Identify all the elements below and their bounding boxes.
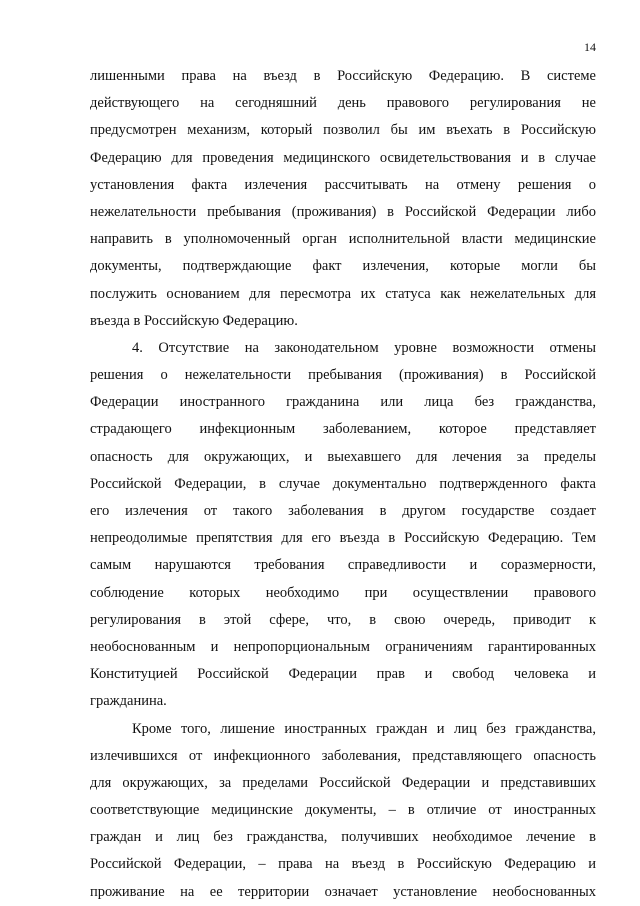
text-line: послужить основанием для пересмотра их статуса как нежелательных для xyxy=(90,285,596,302)
text-line: излечившихся от инфекционного заболевания, представляющего опасность xyxy=(90,747,596,764)
text-line: Конституцией Российской Федерации прав и свобод человека и xyxy=(90,666,596,683)
text-line: опасность для окружающих, и выехавшего для лечения за пределы xyxy=(90,448,596,465)
paragraph-moreover xyxy=(90,716,596,906)
text-line: необоснованным и непропорциональным ограничениям гарантированных xyxy=(90,638,596,655)
text-line: для окружающих, за пределами Российской Федерации и представивших xyxy=(90,774,596,791)
text-line: решения о нежелательности пребывания (проживания) в Российской xyxy=(90,367,596,384)
paragraph-point-4 xyxy=(90,335,596,716)
text-line: Российской Федерации, – права на въезд в Российскую Федерацию и xyxy=(90,856,596,873)
text-line: гражданина. xyxy=(90,693,167,710)
text-line: Кроме того, лишение иностранных граждан и лиц без гражданства, xyxy=(132,720,596,737)
text-line: граждан и лиц без гражданства, получивших необходимое лечение в xyxy=(90,829,596,846)
text-line: документы, подтверждающие факт излечения, которые могли бы xyxy=(90,258,596,275)
text-line: предусмотрен механизм, который позволил бы им въехать в Российскую xyxy=(90,122,596,139)
page-number: 14 xyxy=(584,40,596,54)
text-line: действующего на сегодняшний день правового регулирования не xyxy=(90,95,596,112)
text-line: направить в уполномоченный орган исполнительной власти медицинские xyxy=(90,231,596,248)
text-line: въезда в Российскую Федерацию. xyxy=(90,312,298,329)
text-line: соответствующие медицинские документы, – в отличие от иностранных xyxy=(90,802,596,819)
text-line: самым нарушаются требования справедливости и соразмерности, xyxy=(90,557,596,574)
text-line: регулирования в этой сфере, что, в свою очередь, приводит к xyxy=(90,611,596,628)
text-line: нежелательности пребывания (проживания) в Российской Федерации либо xyxy=(90,203,596,220)
text-line: Российской Федерации, в случае документально подтвержденного факта xyxy=(90,475,596,492)
text-line: лишенными права на въезд в Российскую Федерацию. В системе xyxy=(90,68,596,84)
text-line: 4. Отсутствие на законодательном уровне возможности отмены xyxy=(132,339,596,356)
text-line: установления факта излечения рассчитывать на отмену решения о xyxy=(90,176,596,193)
text-line: Федерацию для проведения медицинского освидетельствования и в случае xyxy=(90,149,596,166)
text-line: Федерации иностранного гражданина или лица без гражданства, xyxy=(90,394,596,411)
text-line: проживание на ее территории означает установление необоснованных xyxy=(90,883,596,900)
paragraph-continuation xyxy=(90,63,596,335)
text-line: страдающего инфекционным заболеванием, которое представляет xyxy=(90,421,596,438)
document-body xyxy=(90,63,596,906)
text-line: соблюдение которых необходимо при осуществлении правового xyxy=(90,584,596,601)
text-line: его излечения от такого заболевания в другом государстве создает xyxy=(90,503,596,519)
text-line: непреодолимые препятствия для его въезда в Российскую Федерацию. Тем xyxy=(90,530,596,547)
